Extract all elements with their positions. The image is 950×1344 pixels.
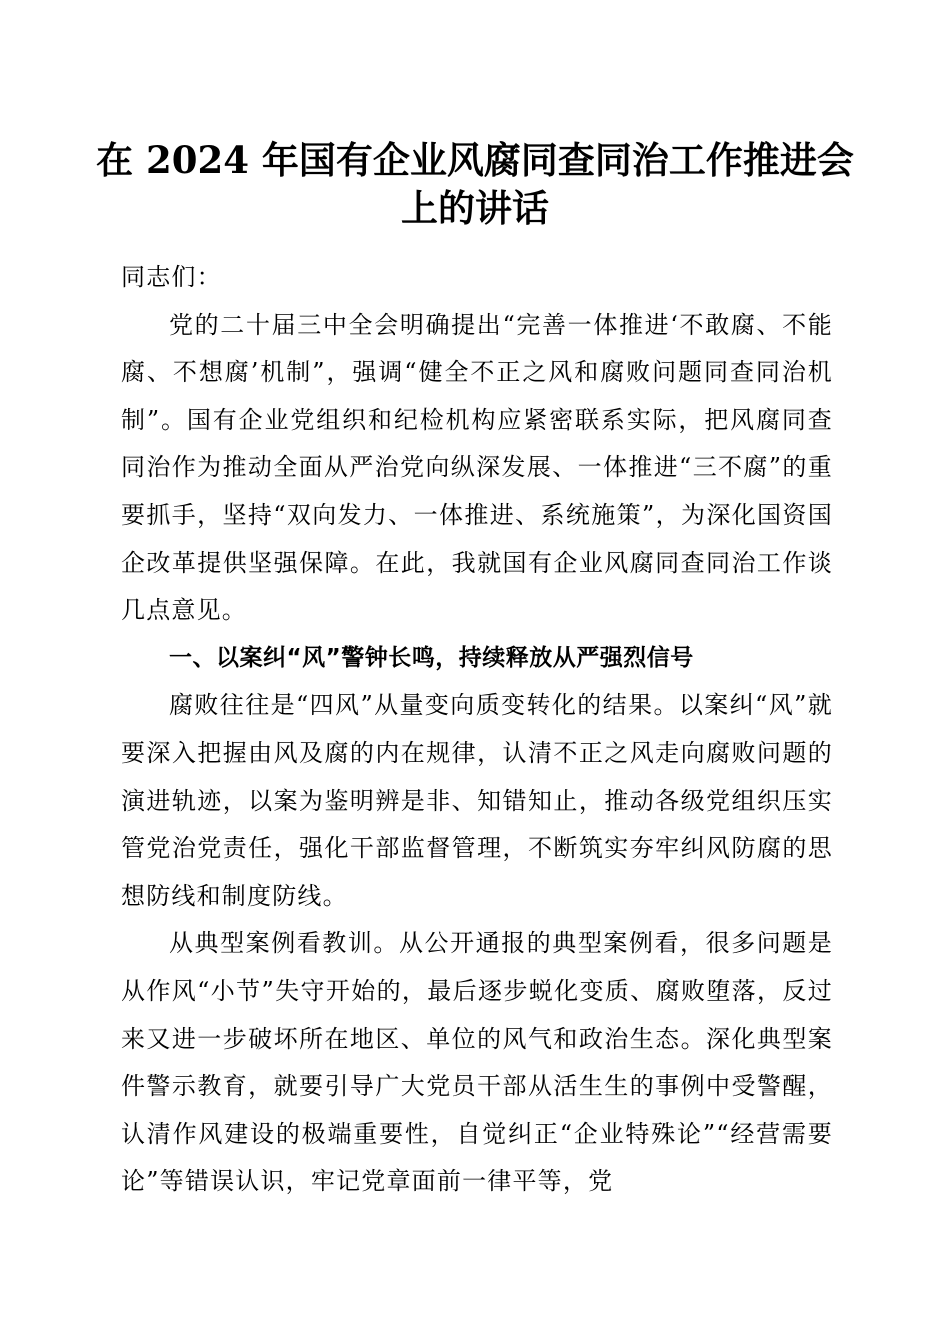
intro-paragraph: 党的二十届三中全会明确提出“完善一体推进‘不敢腐、不能腐、不想腐’机制”，强调“健全不正之风和腐败问题同查同治机制”。国有企业党组织和纪检机构应紧密联系实际，把风腐同查同治作为推动全面从严治党向纵深发展、一体推进“三不腐”的重要抓手，坚持“双向发力、一体推进、系统施策”，为深化国资国企改革提供坚强保障。在此，我就国有企业风腐同查同治工作谈几点意见。 [121, 310, 833, 625]
document-title [80, 136, 870, 232]
title-line-1: 在 2024 年国有企业风腐同查同治工作推进会 [96, 138, 854, 182]
section1-paragraph-1: 腐败往往是“四风”从量变向质变转化的结果。以案纠“风”就要深入把握由风及腐的内在规律，认清不正之风走向腐败问题的演进轨迹，以案为鉴明辨是非、知错知止，推动各级党组织压实管党治党责任，强化干部监督管理，不断筑实夯牢纠风防腐的思想防线和制度防线。 [121, 691, 833, 910]
section-heading-1: 一、以案纠“风”警钟长鸣，持续释放从严强烈信号 [169, 644, 694, 671]
section1-paragraph-2: 从典型案例看教训。从公开通报的典型案例看，很多问题是从作风“小节”失守开始的，最后逐步蜕化变质、腐败堕落，反过来又进一步破坏所在地区、单位的风气和政治生态。深化典型案件警示教育，就要引导广大党员干部从活生生的事例中受警醒，认清作风建设的极端重要性，自觉纠正“企业特殊论”“经营需要论”等错误认识，牢记党章面前一律平等，党 [121, 929, 833, 1196]
title-line-2: 上的讲话 [401, 186, 549, 230]
salutation: 同志们： [121, 263, 222, 291]
document-body [121, 254, 833, 1206]
